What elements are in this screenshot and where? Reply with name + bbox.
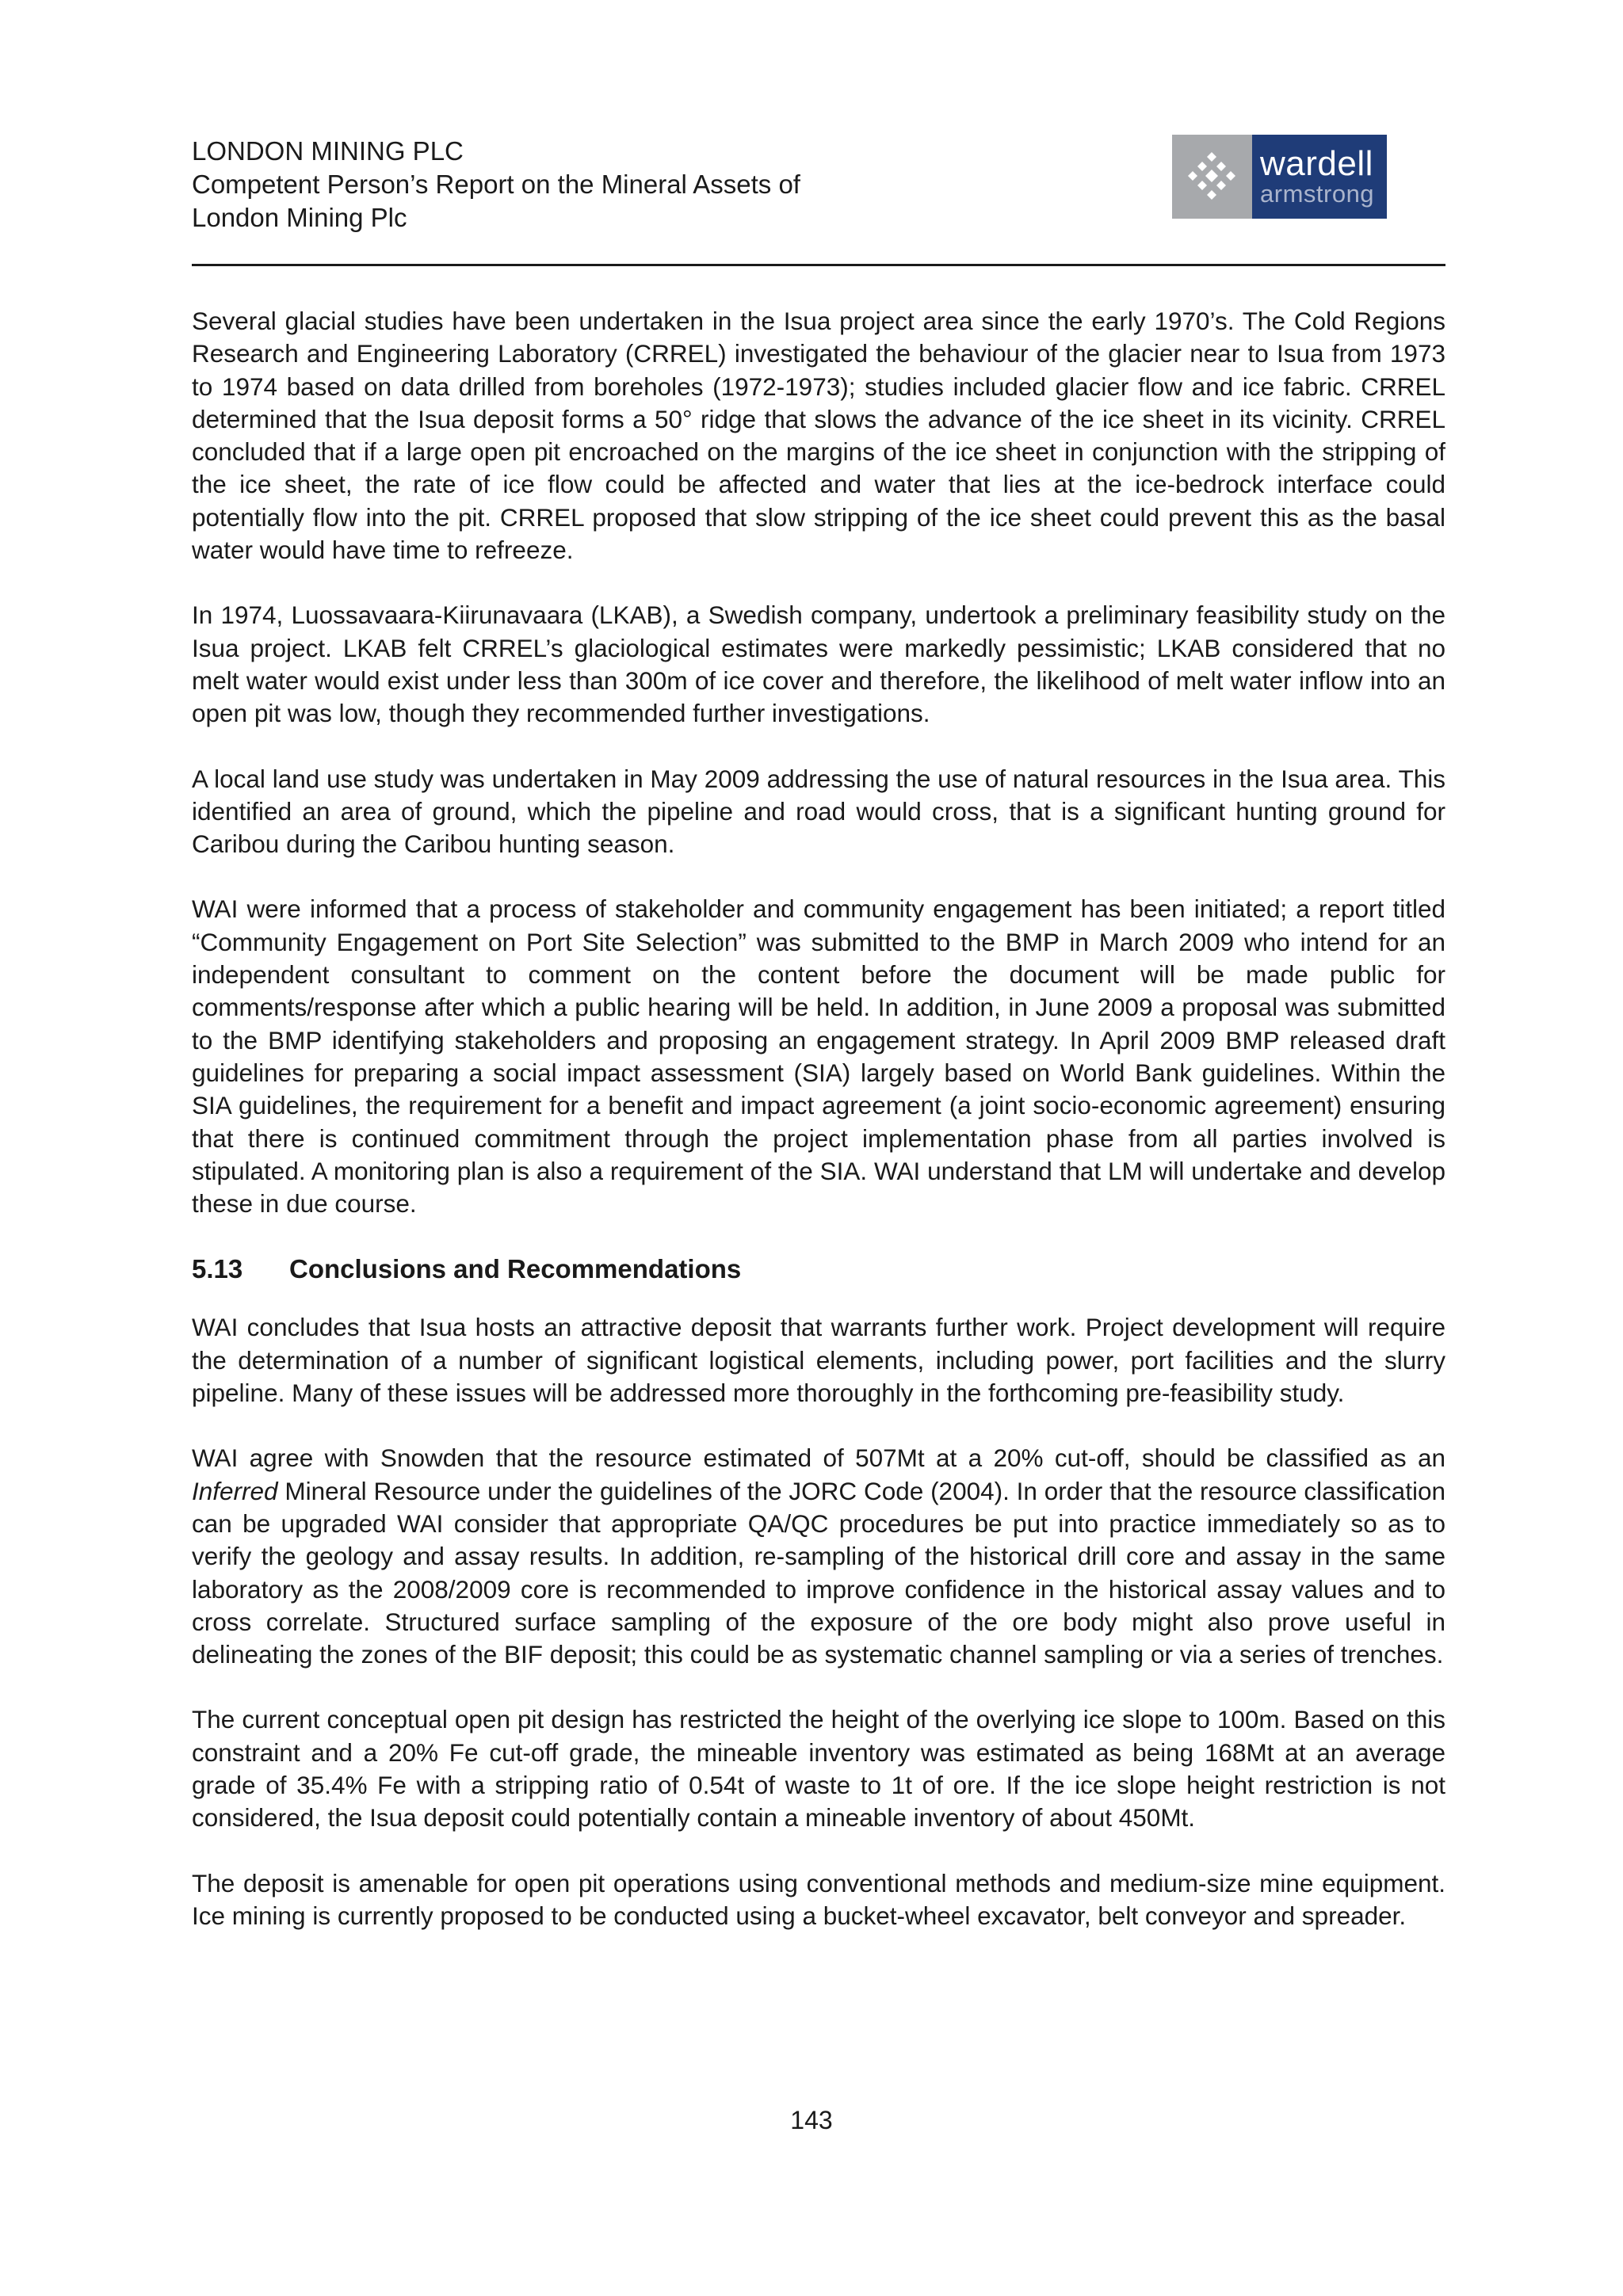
diamond-cluster-icon [1172,135,1252,219]
header-divider [192,264,1445,266]
paragraph-land-use: A local land use study was undertaken in May 2009 addressing the use of natural resources in the Isua area. This identified an area of ground, which the pipeline and road would cross, that is a significant hunting ground for Caribou during the Caribou hunting season. [192,764,1445,859]
paragraph-pit-design: The current conceptual open pit design has restricted the height of the overlying ice slope to 100m. Based on this constraint and a 20% Fe cut-off grade, the mineable inventory was estimated as being 168Mt at an average grade of 35.4% Fe with a stripping ratio of 0.54t of waste to 1t of ore. If the ice slope height restriction is not considered, the Isua deposit could potentially contain a mineable inventory of about 450Mt. [192,1705,1445,1833]
company-name: LONDON MINING PLC [192,136,464,166]
header-text [192,135,800,235]
logo-word-wardell: wardell [1260,144,1373,183]
inferred-term: Inferred [192,1476,278,1505]
report-title-line1: Competent Person’s Report on the Mineral Assets of [192,170,800,199]
logo-word-armstrong: armstrong [1260,180,1375,208]
paragraph-stakeholder-engagement: WAI were informed that a process of stakeholder and community engagement has been initiated; a report titled “Community Engagement on Port Site Selection” was submitted to the BMP in March 2009 who intend for an independent consultant to comment on the content before the document will be made public for comments/response after which a public hearing will be held. In addition, in June 2009 a proposal was submitted to the BMP identifying stakeholders and proposing an engagement strategy. In April 2009 BMP released draft guidelines for preparing a social impact assessment (SIA) largely based on World Bank guidelines. Within the SIA guidelines, the requirement for a benefit and impact agreement (a joint socio-economic agreement) ensuring that there is continued commitment through the project implementation phase from all parties involved is stipulated. A monitoring plan is also a requirement of the SIA. WAI understand that LM will undertake and develop these in due course. [192,894,1445,1219]
paragraph-lkab-study: In 1974, Luossavaara-Kiirunavaara (LKAB), a Swedish company, undertook a preliminary feasibility study on the Isua project. LKAB felt CRREL’s glaciological estimates were markedly pessimistic; LKAB considered that no melt water would exist under less than 300m of ice cover and therefore, the likelihood of melt water inflow into an open pit was low, though they recommended further investigations. [192,601,1445,728]
paragraph-glacial-studies: Several glacial studies have been undertaken in the Isua project area since the early 1970’s. The Cold Regions Research and Engineering Laboratory (CRREL) investigated the behaviour of the glacier near to Isua from 1973 to 1974 based on data drilled from boreholes (1972-1973); studies included glacier flow and ice fabric. CRREL determined that the Isua deposit forms a 50° ridge that slows the advance of the ice sheet in its vicinity. CRREL concluded that if a large open pit encroached on the margins of the ice sheet in conjunction with the stripping of the ice sheet, the rate of ice flow could be affected and water that lies at the ice-bedrock interface could potentially flow into the pit. CRREL proposed that slow stripping of the ice sheet could prevent this as the basal water would have time to refreeze. [192,307,1445,565]
resource-text-end: Mineral Resource under the guidelines of the JORC Code (2004). In order that the resource classification can be upgraded WAI consider that appropriate QA/QC procedures be put into practice immediately so as to verify the geology and assay results. In addition, re-sampling of the historical drill core and assay in the same laboratory as the 2008/2009 core is recommended to improve confidence in the historical assay values and to cross correlate. Structured surface sampling of the exposure of the ore body might also prove useful in delineating the zones of the BIF deposit; this could be as systematic channel sampling or via a series of trenches. [192,1476,1445,1669]
section-number: 5.13 [192,1254,243,1284]
page-number: 143 [790,2106,833,2134]
resource-text-start: WAI agree with Snowden that the resource estimated of 507Mt at a 20% cut-off, should be classified as an [192,1444,1445,1473]
page-header [192,135,1445,266]
logo-wordmark [1252,135,1387,219]
section-title: Conclusions and Recommendations [289,1254,742,1284]
report-title-line2: London Mining Plc [192,203,407,232]
paragraph-conclusions: WAI concludes that Isua hosts an attractive deposit that warrants further work. Project development will require the determination of a number of significant logistical elements, including power, port facilities and the slurry pipeline. Many of these issues will be addressed more thoroughly in the forthcoming pre-feasibility study. [192,1313,1445,1408]
paragraph-resource-classification [192,1442,1445,1671]
wardell-armstrong-logo [1172,135,1387,219]
page-body [192,305,1445,1932]
section-heading [192,1253,1445,1285]
paragraph-mining-method: The deposit is amenable for open pit operations using conventional methods and medium-size mine equipment. Ice mining is currently proposed to be conducted using a bucket-wheel excavator, belt conveyor and spreader. [192,1868,1445,1930]
